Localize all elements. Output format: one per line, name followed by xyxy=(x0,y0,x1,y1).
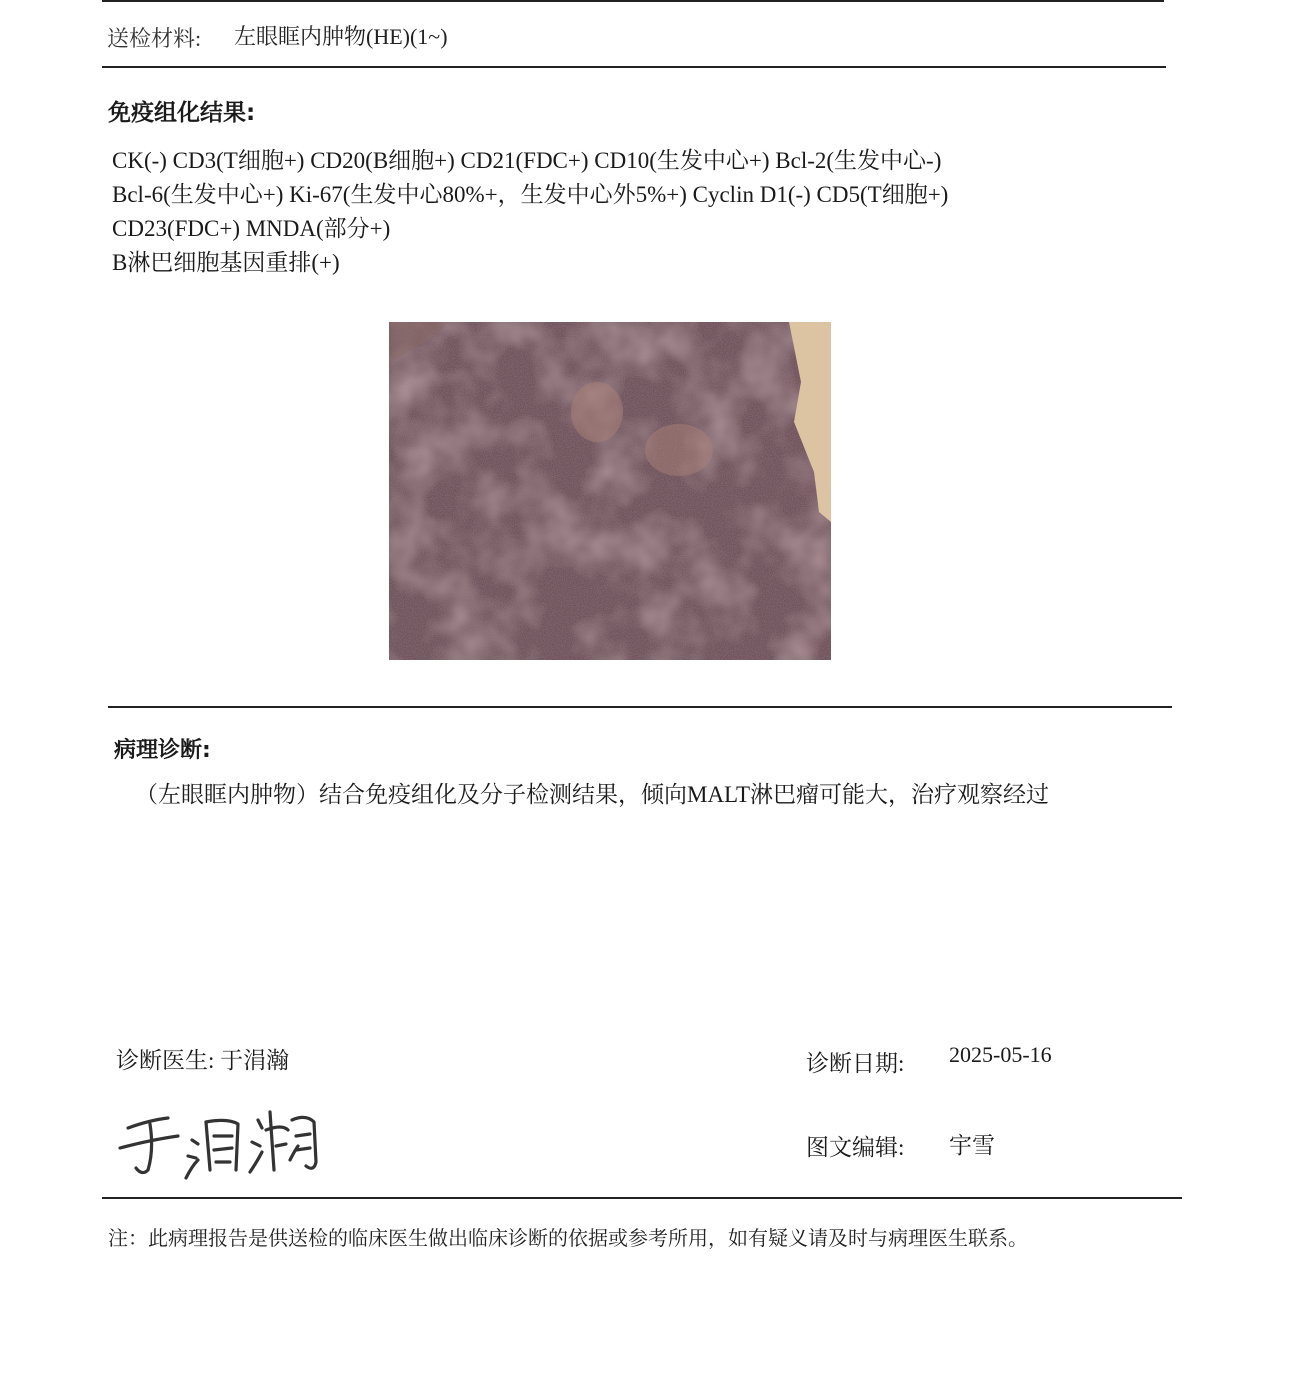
ihc-line: CK(-) CD3(T细胞+) CD20(B细胞+) CD21(FDC+) CD10(生发中心+) Bcl-2(生发中心-) xyxy=(112,148,942,173)
material-value: 左眼眶内肿物(HE)(1~) xyxy=(234,24,448,49)
doctor-name: 于涓瀚 xyxy=(220,1048,290,1073)
editor-label: 图文编辑: xyxy=(806,1135,905,1160)
image-rule xyxy=(108,706,1172,708)
micrograph-image xyxy=(389,322,831,660)
date-label: 诊断日期: xyxy=(806,1051,905,1076)
handwritten-signature xyxy=(110,1100,330,1182)
ihc-results xyxy=(112,144,948,280)
ihc-line: Bcl-6(生发中心+) Ki-67(生发中心80%+，生发中心外5%+) Cyclin D1(-) CD5(T细胞+) xyxy=(112,182,949,207)
disclaimer-note: 注：此病理报告是供送检的临床医生做出临床诊断的依据或参考所用，如有疑义请及时与病理医生联系。 xyxy=(108,1228,1028,1250)
editor-name: 宇雪 xyxy=(949,1133,995,1158)
material-rule xyxy=(102,66,1166,68)
date-value: 2025-05-16 xyxy=(949,1042,1052,1067)
ihc-line: B淋巴细胞基因重排(+) xyxy=(112,250,340,275)
top-rule xyxy=(102,0,1164,2)
doctor-label xyxy=(116,1042,289,1075)
doctor-label-text: 诊断医生: xyxy=(116,1048,215,1073)
diagnosis-heading: 病理诊断: xyxy=(114,738,211,763)
diagnosis-text: （左眼眶内肿物）结合免疫组化及分子检测结果，倾向MALT淋巴瘤可能大，治疗观察经过 xyxy=(135,782,1050,807)
ihc-heading: 免疫组化结果: xyxy=(108,100,256,126)
micrograph-tissue xyxy=(389,322,831,660)
footer-rule xyxy=(102,1197,1182,1199)
ihc-line: CD23(FDC+) MNDA(部分+) xyxy=(112,216,391,241)
material-label: 送检材料: xyxy=(107,26,202,51)
signature-strokes xyxy=(110,1100,330,1182)
